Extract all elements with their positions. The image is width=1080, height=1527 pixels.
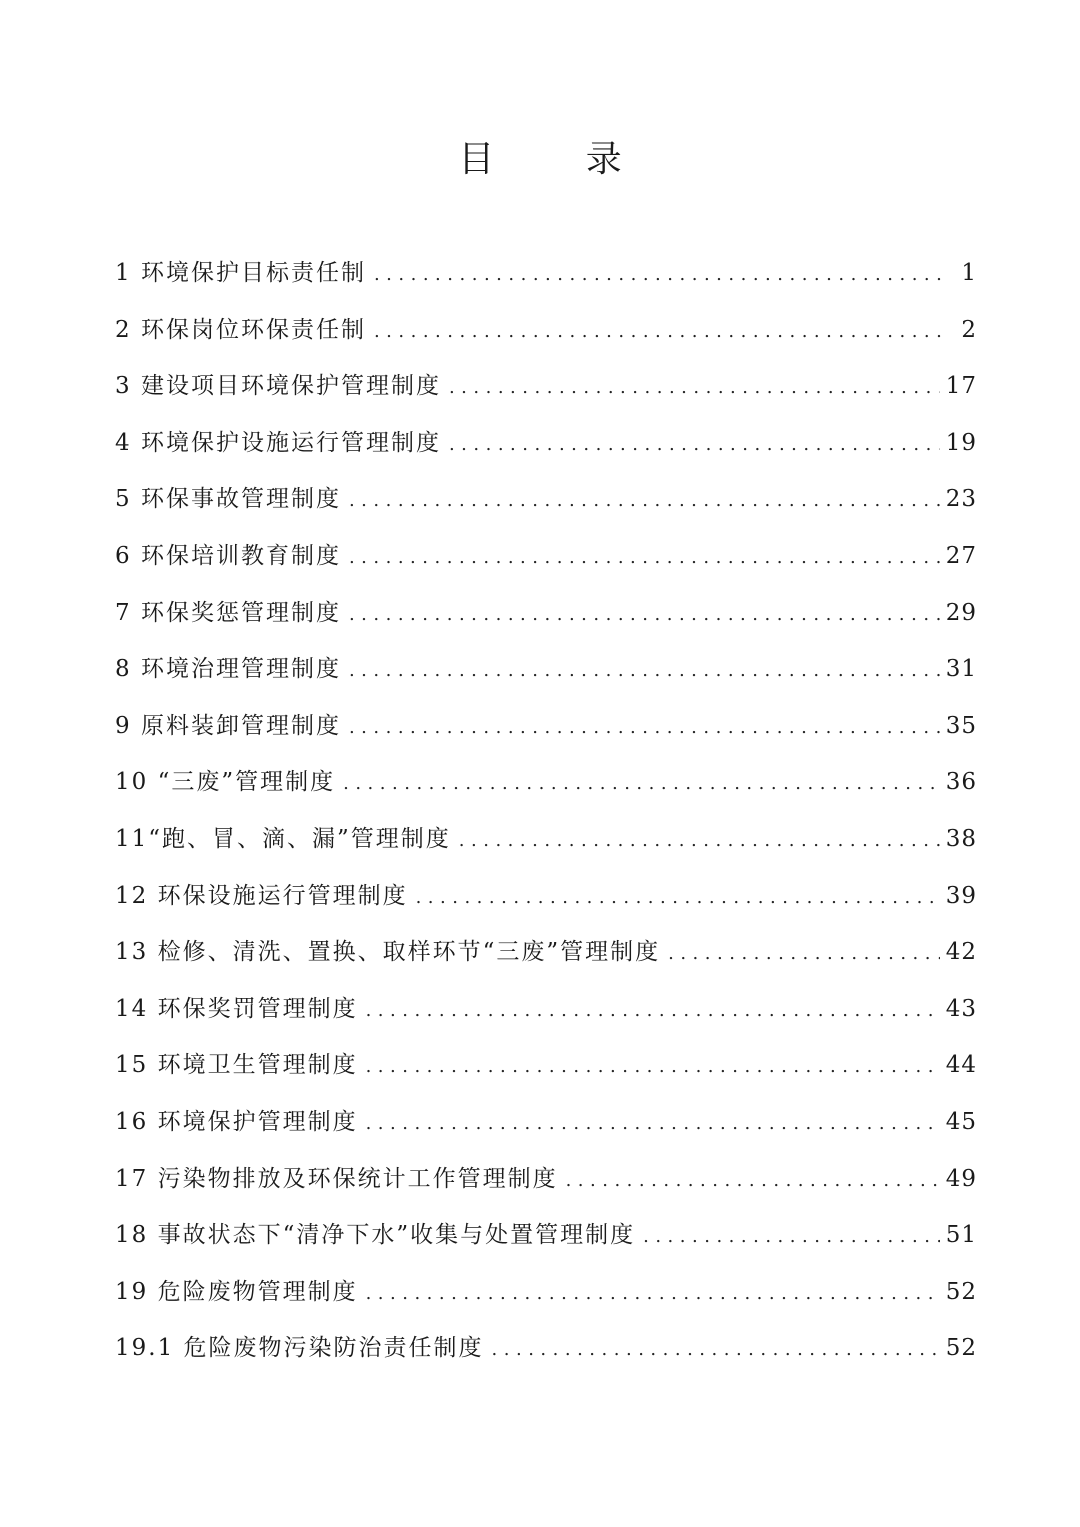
toc-entry-title: 2 环保岗位环保责任制 [115, 316, 366, 343]
toc-page-number: 38 [945, 825, 977, 852]
toc-entry[interactable] [115, 358, 977, 415]
toc-leader-dots [416, 870, 940, 927]
toc-entry[interactable] [115, 1264, 977, 1321]
toc-leader-dots [343, 756, 940, 813]
toc-leader-dots [449, 417, 940, 474]
toc-page-number: 39 [945, 882, 977, 909]
toc-page-number: 19 [945, 429, 977, 456]
toc-entry-title: 15 环境卫生管理制度 [115, 1052, 358, 1079]
toc-page-number: 36 [945, 769, 977, 796]
toc-entry[interactable] [115, 1207, 977, 1264]
toc-entry[interactable] [115, 1320, 977, 1377]
toc-entry[interactable] [115, 754, 977, 811]
toc-entry[interactable] [115, 1151, 977, 1208]
toc-entry-title: 19.1 危险废物污染防治责任制度 [115, 1335, 484, 1362]
toc-page-number: 52 [945, 1335, 977, 1362]
toc-entry-title: 8 环境治理管理制度 [115, 656, 341, 683]
toc-list [115, 245, 977, 1377]
toc-leader-dots [366, 1039, 940, 1096]
toc-entry-title: 1 环境保护目标责任制 [115, 260, 366, 286]
toc-entry-title: 5 环保事故管理制度 [115, 486, 341, 513]
toc-entry-title: 4 环境保护设施运行管理制度 [115, 429, 441, 456]
toc-entry[interactable] [115, 585, 977, 642]
toc-page-number: 52 [945, 1278, 977, 1305]
toc-entry-title: 14 环保奖罚管理制度 [115, 995, 358, 1022]
toc-entry-title: 17 污染物排放及环保统计工作管理制度 [115, 1165, 558, 1192]
toc-leader-dots [349, 643, 940, 700]
toc-page-number: 29 [945, 599, 977, 626]
toc-entry-title: 12 环保设施运行管理制度 [115, 882, 408, 909]
toc-entry-title: 6 环保培训教育制度 [115, 542, 341, 569]
toc-entry-title: 7 环保奖惩管理制度 [115, 599, 341, 626]
toc-page-number: 27 [945, 542, 977, 569]
toc-entry[interactable] [115, 302, 977, 359]
toc-entry-title: 11“跑、冒、滴、漏”管理制度 [115, 825, 451, 852]
toc-entry-title: 16 环境保护管理制度 [115, 1108, 358, 1135]
toc-page-number: 45 [945, 1108, 977, 1135]
toc-entry[interactable] [115, 641, 977, 698]
toc-entry[interactable] [115, 924, 977, 981]
toc-page-number: 31 [945, 656, 977, 683]
toc-page-number: 49 [945, 1165, 977, 1192]
toc-entry[interactable] [115, 1094, 977, 1151]
toc-entry[interactable] [115, 868, 977, 925]
page-title: 目 录 [458, 139, 662, 180]
toc-leader-dots [349, 473, 940, 530]
toc-leader-dots [366, 1266, 940, 1323]
toc-entry[interactable] [115, 528, 977, 585]
toc-leader-dots [459, 813, 940, 870]
toc-page-number: 23 [945, 486, 977, 513]
toc-leader-dots [374, 304, 943, 361]
toc-entry-title: 13 检修、清洗、置换、取样环节“三废”管理制度 [115, 939, 661, 966]
toc-leader-dots [374, 247, 943, 304]
toc-page-number: 51 [945, 1222, 977, 1249]
toc-leader-dots [366, 983, 940, 1040]
toc-page-number: 42 [945, 939, 977, 966]
toc-entry-title: 9 原料装卸管理制度 [115, 712, 341, 739]
toc-page-number: 44 [945, 1052, 977, 1079]
toc-leader-dots [566, 1153, 940, 1210]
toc-page-number: 43 [945, 995, 977, 1022]
toc-entry[interactable] [115, 1037, 977, 1094]
toc-entry[interactable] [115, 698, 977, 755]
toc-entry-title: 3 建设项目环境保护管理制度 [115, 373, 441, 400]
toc-entry-title: 19 危险废物管理制度 [115, 1278, 358, 1305]
toc-entry[interactable] [115, 471, 977, 528]
toc-leader-dots [492, 1322, 940, 1379]
toc-leader-dots [449, 360, 940, 417]
toc-leader-dots [349, 587, 940, 644]
toc-page-number: 17 [945, 373, 977, 400]
toc-page-number: 35 [945, 712, 977, 739]
toc-entry[interactable] [115, 415, 977, 472]
toc-leader-dots [668, 926, 940, 983]
toc-leader-dots [349, 530, 940, 587]
toc-leader-dots [349, 700, 940, 757]
toc-entry[interactable] [115, 981, 977, 1038]
toc-page-number: 2 [961, 316, 977, 343]
toc-entry[interactable] [115, 811, 977, 868]
toc-leader-dots [643, 1209, 940, 1266]
toc-entry-title: 10 “三废”管理制度 [115, 769, 336, 796]
toc-entry-title: 18 事故状态下“清净下水”收集与处置管理制度 [115, 1222, 636, 1249]
toc-entry[interactable] [115, 245, 977, 302]
toc-leader-dots [366, 1096, 940, 1153]
toc-page-number: 1 [961, 260, 977, 286]
